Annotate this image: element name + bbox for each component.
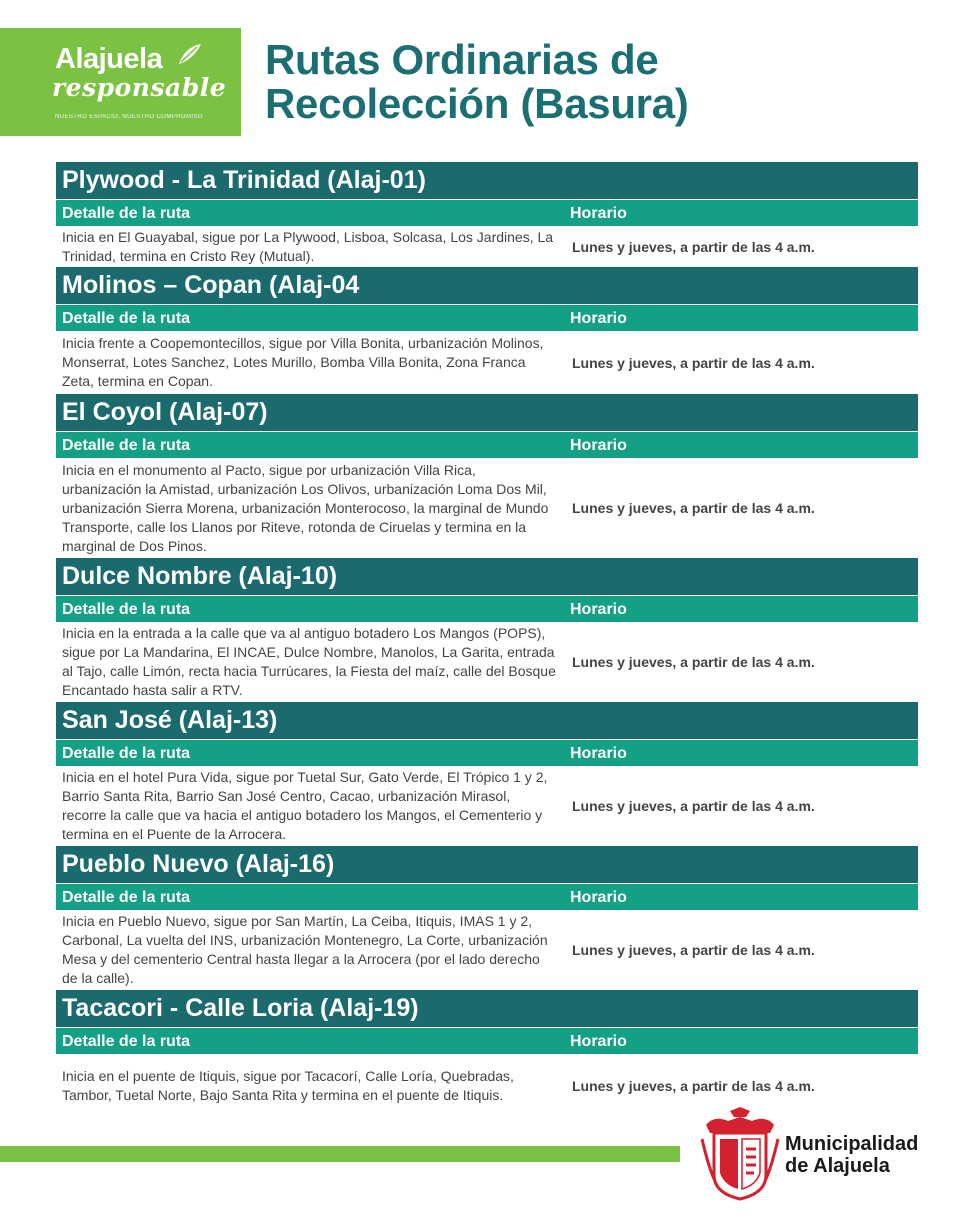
- column-header-schedule: Horario: [570, 1033, 627, 1050]
- route-section: [56, 990, 918, 1118]
- route-schedule: Lunes y jueves, a partir de las 4 a.m.: [572, 1078, 815, 1094]
- leaf-icon: [175, 42, 203, 66]
- route-section: [56, 702, 918, 846]
- route-schedule: Lunes y jueves, a partir de las 4 a.m.: [572, 942, 815, 958]
- municipality-name: [785, 1133, 918, 1177]
- route-section: [56, 162, 918, 267]
- route-title: San José (Alaj-13): [56, 702, 918, 739]
- column-header-detail: Detalle de la ruta: [62, 745, 191, 762]
- column-header-schedule: Horario: [570, 745, 627, 762]
- route-title: Molinos – Copan (Alaj-04: [56, 267, 918, 304]
- logo-tagline: NUESTRO ESPACIO, NUESTRO COMPROMISO: [55, 114, 203, 120]
- route-row: [56, 910, 918, 990]
- route-schedule: Lunes y jueves, a partir de las 4 a.m.: [572, 654, 815, 670]
- route-schedule: Lunes y jueves, a partir de las 4 a.m.: [572, 238, 815, 255]
- route-column-headers: [56, 1027, 918, 1054]
- route-title: Plywood - La Trinidad (Alaj-01): [56, 162, 918, 199]
- column-header-schedule: Horario: [570, 310, 627, 327]
- logo-script: responsable: [52, 73, 227, 102]
- route-schedule: Lunes y jueves, a partir de las 4 a.m.: [572, 354, 815, 371]
- column-header-schedule: Horario: [570, 437, 627, 454]
- footer-green-bar: [0, 1146, 680, 1162]
- logo-wordmark: Alajuela: [55, 43, 163, 75]
- route-column-headers: [56, 199, 918, 226]
- route-detail: Inicia en el monumento al Pacto, sigue por urbanización Villa Rica, urbanización la Amistad, urbanización Los Olivos, urbanización Loma Dos Mil, urbanización Sierra Morena, urbanización Monterocoso, la marginal de Mundo Transporte, calle los Llanos por Riteve, rotonda de Ciruelas y termina en la marginal de Dos Pinos.: [62, 461, 549, 554]
- page-title-line1: Rutas Ordinarias de: [265, 36, 659, 83]
- route-column-headers: [56, 304, 918, 331]
- route-schedule: Lunes y jueves, a partir de las 4 a.m.: [572, 798, 815, 814]
- route-title: Tacacori - Calle Loria (Alaj-19): [56, 990, 918, 1027]
- municipal-coat-of-arms-icon: [700, 1105, 780, 1201]
- route-row: [56, 622, 918, 702]
- route-row: [56, 1054, 918, 1118]
- route-section: [56, 558, 918, 702]
- column-header-detail: Detalle de la ruta: [62, 601, 191, 618]
- route-detail: Inicia frente a Coopemontecillos, sigue por Villa Bonita, urbanización Molinos, Monserrat, Lotes Sanchez, Lotes Murillo, Bomba Villa Bonita, Zona Franca Zeta, termina en Copan.: [62, 335, 544, 389]
- route-detail: Inicia en El Guayabal, sigue por La Plywood, Lisboa, Solcasa, Los Jardines, La Trinidad, termina en Cristo Rey (Mutual).: [62, 228, 554, 264]
- route-section: [56, 846, 918, 990]
- page-title: [265, 38, 825, 126]
- column-header-schedule: Horario: [570, 601, 627, 618]
- route-section: [56, 394, 918, 558]
- column-header-schedule: Horario: [570, 205, 627, 222]
- municipality-name-line1: Municipalidad: [785, 1133, 919, 1155]
- column-header-detail: Detalle de la ruta: [62, 310, 191, 327]
- route-column-headers: [56, 431, 918, 458]
- column-header-schedule: Horario: [570, 889, 627, 906]
- route-detail: Inicia en el hotel Pura Vida, sigue por Tuetal Sur, Gato Verde, El Trópico 1 y 2, Barrio Santa Rita, Barrio San José Centro, Cacao, urbanización Mirasol, recorre la calle que va hacia el antiguo botadero los Mangos, el Cementerio y termina en el Puente de la Arrocera.: [62, 769, 548, 842]
- route-column-headers: [56, 883, 918, 910]
- routes-table: [56, 162, 918, 1118]
- route-detail: Inicia en el puente de Itiquis, sigue por Tacacorí, Calle Loría, Quebradas, Tambor, Tuetal Norte, Bajo Santa Rita y termina en el puente de Itiquis.: [62, 1068, 514, 1103]
- route-title: El Coyol (Alaj-07): [56, 394, 918, 431]
- page-title-line2: Recolección (Basura): [265, 80, 689, 127]
- route-row: [56, 226, 918, 267]
- route-row: [56, 458, 918, 558]
- route-title: Dulce Nombre (Alaj-10): [56, 558, 918, 595]
- page-header: [0, 0, 973, 160]
- alajuela-responsable-logo: [0, 28, 241, 136]
- route-row: [56, 331, 918, 394]
- route-row: [56, 766, 918, 846]
- route-schedule: Lunes y jueves, a partir de las 4 a.m.: [572, 500, 815, 516]
- column-header-detail: Detalle de la ruta: [62, 889, 191, 906]
- municipality-name-line2: de Alajuela: [785, 1155, 890, 1177]
- route-column-headers: [56, 739, 918, 766]
- column-header-detail: Detalle de la ruta: [62, 437, 191, 454]
- column-header-detail: Detalle de la ruta: [62, 1033, 191, 1050]
- route-title: Pueblo Nuevo (Alaj-16): [56, 846, 918, 883]
- route-detail: Inicia en Pueblo Nuevo, sigue por San Martín, La Ceiba, Itiquis, IMAS 1 y 2, Carbonal, La vuelta del INS, urbanización Montenegro, La Corte, urbanización Mesa y del cementerio Central hasta llegar a la Arrocera (por el lado derecho de la calle).: [62, 913, 548, 986]
- route-column-headers: [56, 595, 918, 622]
- route-detail: Inicia en la entrada a la calle que va al antiguo botadero Los Mangos (POPS), sigue por La Mandarina, El INCAE, Dulce Nombre, Manolos, La Garita, entrada al Tajo, calle Limón, recta hacia Turrúcares, la Fiesta del maíz, calle del Bosque Encantado hasta salir a RTV.: [62, 625, 556, 698]
- route-section: [56, 267, 918, 394]
- column-header-detail: Detalle de la ruta: [62, 205, 191, 222]
